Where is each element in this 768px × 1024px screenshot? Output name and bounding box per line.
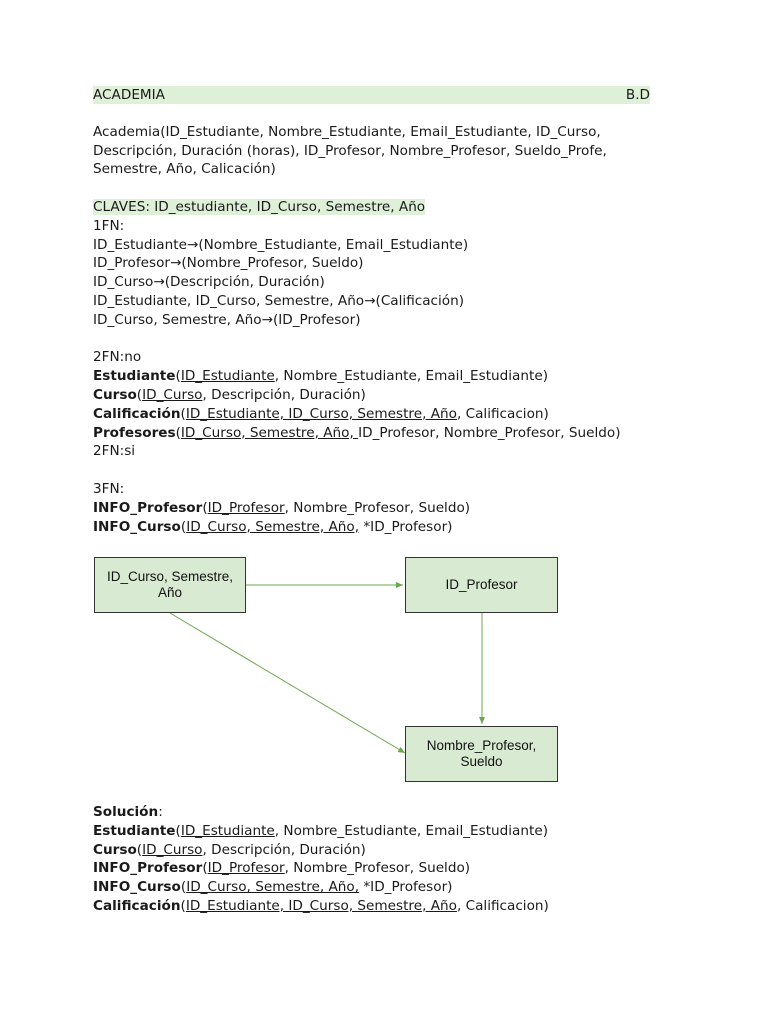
fn2-table: Estudiante(ID_Estudiante, Nombre_Estudiante, Email_Estudiante) bbox=[93, 368, 548, 385]
dependency: ID_Estudiante, ID_Curso, Semestre, Año→(Calificación) bbox=[93, 292, 465, 309]
solution-table: Calificación(ID_Estudiante, ID_Curso, Semestre, Año, Calificacion) bbox=[93, 897, 549, 914]
dependency: ID_Profesor→(Nombre_Profesor, Sueldo) bbox=[93, 255, 364, 272]
fn3-table: INFO_Curso(ID_Curso, Semestre, Año, *ID_Profesor) bbox=[93, 518, 453, 535]
fn2-table: Calificación(ID_Estudiante, ID_Curso, Semestre, Año, Calificacion) bbox=[93, 405, 549, 422]
solution-table: INFO_Profesor(ID_Profesor, Nombre_Profesor, Sueldo) bbox=[93, 860, 471, 877]
solution-table: INFO_Curso(ID_Curso, Semestre, Año, *ID_Profesor) bbox=[93, 879, 453, 896]
fn2-table: Profesores(ID_Curso, Semestre, Año, ID_Profesor, Nombre_Profesor, Sueldo) bbox=[93, 424, 621, 441]
fn2-footer: 2FN:si bbox=[93, 443, 136, 460]
dependency-diagram bbox=[94, 557, 558, 783]
solution-table: Curso(ID_Curso, Descripción, Duración) bbox=[93, 841, 366, 858]
box-course-key: ID_Curso, Semestre, Año bbox=[94, 557, 246, 613]
relation-line: Semestre, Año, Calicación) bbox=[93, 161, 276, 178]
header-subject: B.D bbox=[625, 87, 650, 103]
dependency: ID_Estudiante→(Nombre_Estudiante, Email_Estudiante) bbox=[93, 236, 469, 253]
fn2-title: 2FN:no bbox=[93, 349, 142, 366]
dependency: ID_Curso→(Descripción, Duración) bbox=[93, 274, 325, 291]
relation-line: Descripción, Duración (horas), ID_Profesor, Nombre_Profesor, Sueldo_Profe, bbox=[93, 142, 607, 159]
solution-title: Solución: bbox=[93, 804, 163, 820]
arrow-course-to-name bbox=[170, 613, 405, 753]
document-body bbox=[93, 86, 650, 536]
box-professor-name: Nombre_Profesor, Sueldo bbox=[405, 726, 558, 782]
fn1-title: 1FN: bbox=[93, 217, 125, 234]
fn2-table: Curso(ID_Curso, Descripción, Duración) bbox=[93, 386, 366, 403]
keys-line: CLAVES: ID_estudiante, ID_Curso, Semestre, Año bbox=[93, 198, 426, 215]
fn3-title: 3FN: bbox=[93, 480, 125, 497]
dependency: ID_Curso, Semestre, Año→(ID_Profesor) bbox=[93, 311, 361, 328]
relation-line: Academia(ID_Estudiante, Nombre_Estudiante, Email_Estudiante, ID_Curso, bbox=[93, 123, 601, 140]
solution-table: Estudiante(ID_Estudiante, Nombre_Estudiante, Email_Estudiante) bbox=[93, 822, 548, 839]
box-professor-id: ID_Profesor bbox=[405, 557, 558, 613]
solution-section bbox=[93, 803, 650, 916]
fn3-table: INFO_Profesor(ID_Profesor, Nombre_Profesor, Sueldo) bbox=[93, 499, 471, 516]
header-title: ACADEMIA bbox=[93, 87, 165, 103]
document-header bbox=[93, 86, 650, 104]
